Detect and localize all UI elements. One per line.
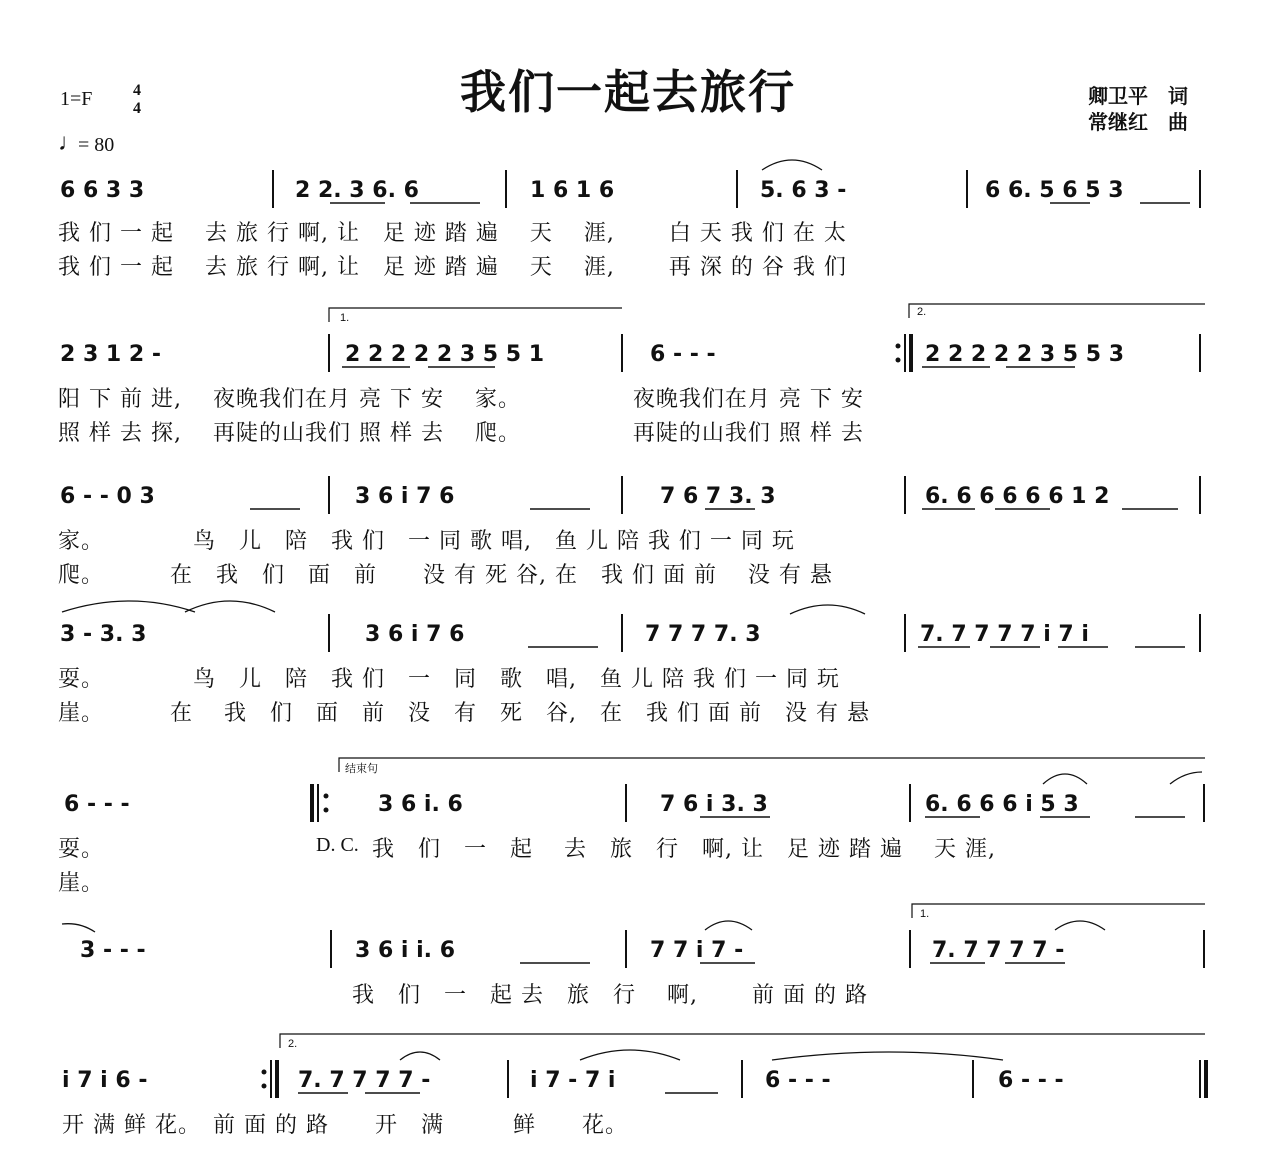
slur [1043, 774, 1087, 784]
measure-notes: 2 3 1 2 - [60, 342, 161, 367]
volta-2-label: 2. [288, 1038, 298, 1050]
measure-notes: 6 - - - [998, 1068, 1064, 1093]
measure-notes: 6 - - - [765, 1068, 831, 1093]
lyrics-verse-1: 我 们 一 起 去 旅 行 啊, 前 面 的 路 [352, 983, 868, 1008]
measure-notes: 6 6. 5 6 5 3 [985, 178, 1124, 203]
time-signature-top: 4 [133, 82, 141, 99]
repeat-dots [262, 344, 901, 1089]
measure-notes: 5. 6 3 - [760, 178, 847, 203]
lyrics-verse-2: 崖。 [58, 871, 105, 896]
slur [62, 924, 95, 932]
slur [580, 1050, 680, 1060]
measure-notes: 2 2 2 2 2 3 5 5 3 [925, 342, 1125, 367]
lyrics-verse-1: 耍。 鸟 儿 陪 我 们 一 同 歌 唱, 鱼 儿 陪 我 们 一 同 玩 [58, 667, 840, 692]
lyrics-verse-1: 阳 下 前 进, 夜晚我们在月 亮 下 安 家。 夜晚我们在月 亮 下 安 [58, 387, 864, 412]
composer-credit: 常继红 曲 [1088, 110, 1188, 134]
measure-notes: 3 - - - [80, 938, 146, 963]
measure-notes: 3 6 i 7 6 [365, 622, 465, 647]
measure-notes: 7 6 7 3. 3 [660, 484, 776, 509]
measure-notes: 6 - - 0 3 [60, 484, 155, 509]
lyrics-verse-1: 我 们 一 起 去 旅 行 啊, 让 足 迹 踏 遍 天 涯, [372, 837, 996, 862]
measure-notes: 6 - - - [64, 792, 130, 817]
measure-notes: 2 2 2 2 2 3 5 5 1 [345, 342, 545, 367]
measure-notes: 1 6 1 6 [530, 178, 615, 203]
volta-1-label: 1. [340, 312, 350, 324]
slur [185, 601, 275, 612]
volta-2-label: 2. [917, 306, 927, 318]
song-title: 我们一起去旅行 [460, 65, 796, 119]
slur [1055, 921, 1105, 930]
lyricist-credit: 卿卫平 词 [1088, 84, 1188, 108]
measure-notes: 7. 7 7 7 7 - [298, 1068, 431, 1093]
measure-notes: 7 6 i 3. 3 [660, 792, 768, 817]
volta-bracket [329, 308, 622, 322]
slur [762, 160, 822, 170]
lyrics-verse-2: 爬。 在 我 们 面 前 没 有 死 谷, 在 我 们 面 前 没 有 悬 [58, 563, 833, 588]
lyrics-verse-2: 崖。 在 我 们 面 前 没 有 死 谷, 在 我 们 面 前 没 有 悬 [58, 701, 870, 726]
slur [790, 605, 865, 614]
volta-bracket [909, 304, 1205, 318]
slur [62, 601, 195, 612]
tempo-mark: = 80 [78, 134, 115, 156]
volta-1-label: 1. [920, 908, 930, 920]
coda-label: 结束句 [345, 763, 378, 775]
measure-notes: 7. 7 7 7 7 i 7 i [920, 622, 1089, 647]
lyrics-verse-2: 照 样 去 探, 再陡的山我们 照 样 去 爬。 再陡的山我们 照 样 去 [58, 421, 864, 446]
lyrics-verse-1: 耍。 [58, 837, 105, 862]
slur [772, 1052, 1003, 1060]
measure-notes: 6. 6 6 6 6 6 1 2 [925, 484, 1110, 509]
measure-notes: 7. 7 7 7 7 - [932, 938, 1065, 963]
lyrics-verse-1: 开 满 鲜 花。 前 面 的 路 开 满 鲜 花。 [62, 1113, 628, 1138]
measure-notes: 3 6 i i. 6 [355, 938, 455, 963]
measure-notes: 7 7 7 7. 3 [645, 622, 761, 647]
quarter-note-icon: ♩ [58, 130, 82, 156]
slur [1170, 772, 1202, 784]
coda-bracket [339, 758, 1205, 772]
measure-notes: 3 6 i. 6 [378, 792, 463, 817]
measure-notes: 6 - - - [650, 342, 716, 367]
key-signature: 1=F [60, 88, 93, 110]
measure-notes: 6. 6 6 6 i 5 3 [925, 792, 1079, 817]
measure-notes: 3 - 3. 3 [60, 622, 147, 647]
measure-notes: 2 2. 3 6. 6 [295, 178, 419, 203]
volta-bracket [280, 1034, 1205, 1048]
measure-notes: 7 7 i 7 - [650, 938, 744, 963]
lyrics-verse-2: 我 们 一 起 去 旅 行 啊, 让 足 迹 踏 遍 天 涯, 再 深 的 谷 我 们 [58, 255, 847, 280]
da-capo-mark: D. C. [316, 834, 359, 856]
measure-notes: i 7 i 6 - [62, 1068, 148, 1093]
lyrics-verse-1: 家。 鸟 儿 陪 我 们 一 同 歌 唱, 鱼 儿 陪 我 们 一 同 玩 [58, 529, 795, 554]
slur [400, 1052, 440, 1060]
lyrics-verse-1: 我 们 一 起 去 旅 行 啊, 让 足 迹 踏 遍 天 涯, 白 天 我 们 在 太 [58, 221, 847, 246]
volta-bracket [912, 904, 1205, 918]
measure-notes: i 7 - 7 i [530, 1068, 616, 1093]
time-signature-bottom: 4 [133, 100, 141, 117]
beam-lines [250, 203, 1190, 1093]
measure-notes: 3 6 i 7 6 [355, 484, 455, 509]
measure-notes: 6 6 3 3 [60, 178, 145, 203]
slur [705, 921, 752, 930]
